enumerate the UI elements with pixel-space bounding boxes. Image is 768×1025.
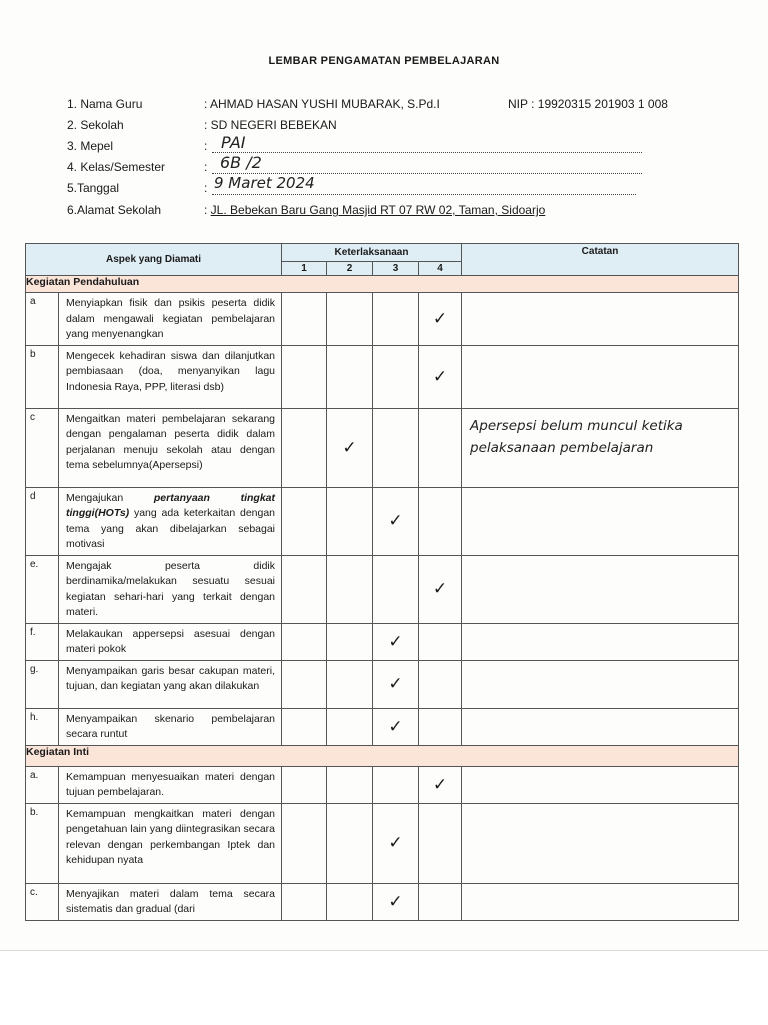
row-letter: a	[26, 293, 59, 346]
row-letter: f.	[26, 623, 59, 660]
table-row	[26, 766, 739, 803]
table-row	[26, 345, 739, 408]
row-letter: h.	[26, 708, 59, 745]
table-row	[26, 708, 739, 745]
field-colon-kelas: :	[204, 160, 208, 174]
field-label-mapel: 3. Mepel	[67, 139, 114, 153]
row-aspect-text-part: Mengajukan	[66, 491, 154, 504]
header-score-4: 4	[419, 262, 462, 276]
dotted-line-mapel	[212, 152, 642, 153]
document-title: LEMBAR PENGAMATAN PEMBELAJARAN	[268, 55, 500, 67]
dotted-line-tanggal	[212, 194, 636, 195]
row-aspect-text: Kemampuan mengkaitkan materi dengan pengetahuan lain yang diintegrasikan secara relevan dengan perkembangan Iptek dan kehidupan nyata	[59, 803, 282, 883]
field-colon-mapel: :	[204, 139, 208, 153]
row-aspect-text: Menyiapkan fisik dan psikis peserta didik dalam mengawali kegiatan pembelajaran yang menyenangkan	[59, 293, 282, 346]
header-aspek: Aspek yang Diamati	[26, 244, 282, 276]
field-value-alamat	[204, 203, 545, 217]
field-value-nama-guru: : AHMAD HASAN YUSHI MUBARAK, S.Pd.I	[204, 97, 440, 111]
header-score-1: 1	[282, 262, 327, 276]
header-keterlaksanaan: Keterlaksanaan	[282, 244, 462, 262]
row-letter: c	[26, 408, 59, 487]
handwritten-tanggal: 9 Maret 2024	[214, 174, 315, 192]
check-mark: ✓	[373, 487, 419, 555]
field-label-nama-guru: 1. Nama Guru	[67, 97, 143, 111]
section-title-inti: Kegiatan Inti	[26, 745, 739, 766]
row-aspect-text: Kemampuan menyesuaikan materi dengan tujuan pembelajaran.	[59, 766, 282, 803]
table-row	[26, 803, 739, 883]
handwritten-kelas: 6B /2	[220, 153, 262, 172]
row-aspect-text: Menyajikan materi dalam tema secara sistematis dan gradual (dari	[59, 883, 282, 920]
field-label-alamat: 6.Alamat Sekolah	[67, 203, 162, 217]
field-label-kelas: 4. Kelas/Semester	[67, 160, 166, 174]
row-aspect-text: Menyampaikan skenario pembelajaran secara runtut	[59, 708, 282, 745]
check-mark: ✓	[373, 883, 419, 920]
row-aspect-text: Menyampaikan garis besar cakupan materi, tujuan, dan kegiatan yang akan dilakukan	[59, 660, 282, 708]
check-mark: ✓	[419, 766, 462, 803]
row-letter: e.	[26, 555, 59, 623]
handwritten-mapel: PAI	[221, 133, 246, 152]
row-aspect-text: Mengaitkan materi pembelajaran sekarang dengan pengalaman peserta didik dalam perjalanan menuju sekolah atau dengan tema sebelumnya(Apersepsi)	[59, 408, 282, 487]
table-row	[26, 293, 739, 346]
table-row	[26, 555, 739, 623]
table-row	[26, 883, 739, 920]
row-aspect-text-emphasis: pertanyaan tingkat tinggi(HOTs)	[66, 491, 276, 519]
section-row-inti	[26, 745, 739, 766]
row-letter: d	[26, 487, 59, 555]
section-row-pendahuluan	[26, 276, 739, 293]
header-score-3: 3	[373, 262, 419, 276]
row-letter: g.	[26, 660, 59, 708]
row-aspect-text: Melakaukan appersepsi asesuai dengan materi pokok	[59, 623, 282, 660]
section-title-pendahuluan: Kegiatan Pendahuluan	[26, 276, 739, 293]
check-mark: ✓	[419, 345, 462, 408]
table-row	[26, 487, 739, 555]
observation-table	[25, 243, 739, 921]
check-mark: ✓	[419, 555, 462, 623]
row-letter: c.	[26, 883, 59, 920]
field-label-tanggal: 5.Tanggal	[67, 181, 120, 195]
row-aspect-text: Mengecek kehadiran siswa dan dilanjutkan pembiasaan (doa, menyanyikan lagu Indonesia Raya, PPP, literasi dsb)	[59, 345, 282, 408]
table-row	[26, 660, 739, 708]
check-mark: ✓	[373, 660, 419, 708]
header-catatan: Catatan	[462, 244, 739, 276]
scan-background	[0, 950, 768, 1025]
field-value-sekolah: : SD NEGERI BEBEKAN	[204, 118, 337, 132]
check-mark: ✓	[327, 408, 373, 487]
field-colon-alamat: :	[204, 203, 211, 217]
header-score-2: 2	[327, 262, 373, 276]
check-mark: ✓	[373, 708, 419, 745]
row-aspect-text-part: yang ada keterkaitan dengan tema yang akan dibelajarkan sebagai motivasi	[66, 507, 276, 550]
handwritten-note: Apersepsi belum muncul ketika pelaksanaan pembelajaran	[462, 408, 739, 487]
field-colon-tanggal: :	[204, 181, 208, 195]
check-mark: ✓	[373, 803, 419, 883]
row-aspect-text: Mengajak peserta didik berdinamika/melakukan sesuatu sesuai kegiatan sehari-hari yang terkait dengan materi.	[59, 555, 282, 623]
row-letter: a.	[26, 766, 59, 803]
field-label-sekolah: 2. Sekolah	[67, 118, 124, 132]
row-letter: b	[26, 345, 59, 408]
table-row	[26, 408, 739, 487]
check-mark: ✓	[419, 293, 462, 346]
check-mark: ✓	[373, 623, 419, 660]
row-aspect-text	[59, 487, 282, 555]
nip-text: NIP : 19920315 201903 1 008	[508, 97, 668, 111]
school-address: JL. Bebekan Baru Gang Masjid RT 07 RW 02, Taman, Sidoarjo	[210, 203, 546, 217]
row-letter: b.	[26, 803, 59, 883]
table-row	[26, 623, 739, 660]
